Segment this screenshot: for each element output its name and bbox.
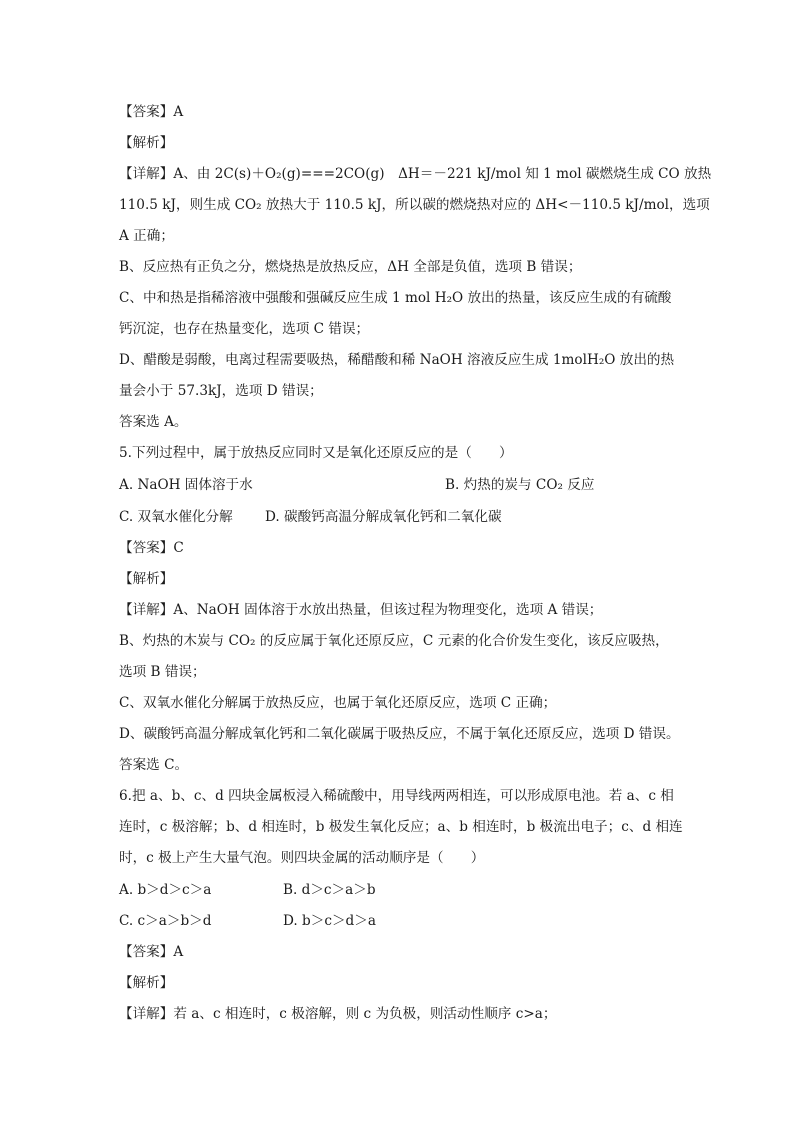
detail-line: B、反应热有正负之分，燃烧热是放热反应，ΔH 全部是负值，选项 B 错误； [119,259,582,275]
q6-option-b: B. d＞c＞a＞b [283,882,376,898]
detail-line: D、碳酸钙高温分解成氧化钙和二氧化碳属于吸热反应，不属于氧化还原反应，选项 D 错误。 [119,726,680,742]
detail-line: 【详解】若 a、c 相连时，c 极溶解，则 c 为负极，则活动性顺序 c>a； [119,1006,557,1022]
q5-option-b: B. 灼热的炭与 CO₂ 反应 [445,477,595,493]
detail-line: B、灼热的木炭与 CO₂ 的反应属于氧化还原反应，C 元素的化合价发生变化，该反应吸热， [119,633,669,649]
analysis-label-q4: 【解析】 [119,135,174,151]
detail-line: 量会小于 57.3kJ，选项 D 错误； [119,383,323,399]
detail-line: 110.5 kJ，则生成 CO₂ 放热大于 110.5 kJ，所以碳的燃烧热对应的 ΔH<－110.5 kJ/mol，选项 [119,197,710,213]
detail-line: 钙沉淀，也存在热量变化，选项 C 错误； [119,321,370,337]
answer-choice-q5: 答案选 C。 [119,757,189,773]
answer-label-q5: 【答案】C [119,540,184,556]
q6-option-c: C. c＞a＞b＞d [119,913,212,929]
question-5-stem: 5.下列过程中，属于放热反应同时又是氧化还原反应的是（ ） [119,445,513,461]
question-6-stem: 时，c 极上产生大量气泡。则四块金属的活动顺序是（ ） [119,850,485,866]
detail-line: 【详解】A、由 2C(s)＋O₂(g)===2CO(g) ΔH＝－221 kJ/mol 知 1 mol 碳燃烧生成 CO 放热 [119,166,712,182]
q6-option-a: A. b＞d＞c＞a [119,882,212,898]
answer-label-q4: 【答案】A [119,104,184,120]
analysis-label-q5: 【解析】 [119,571,174,587]
q5-option-a: A. NaOH 固体溶于水 [119,477,253,493]
detail-line: A 正确； [119,228,174,244]
detail-line: D、醋酸是弱酸，电离过程需要吸热，稀醋酸和稀 NaOH 溶液反应生成 1molH₂O 放出的热 [119,352,675,368]
detail-line: C、中和热是指稀溶液中强酸和强碱反应生成 1 mol H₂O 放出的热量，该反应生成的有硫酸 [119,290,672,306]
q5-option-d: D. 碳酸钙高温分解成氧化钙和二氧化碳 [265,509,502,525]
detail-line: 【详解】A、NaOH 固体溶于水放出热量，但该过程为物理变化，选项 A 错误； [119,602,603,618]
question-6-stem: 6.把 a、b、c、d 四块金属板浸入稀硫酸中，用导线两两相连，可以形成原电池。若 a、c 相 [119,788,674,804]
detail-line: 选项 B 错误； [119,664,206,680]
answer-label-q6: 【答案】A [119,944,184,960]
q5-option-c: C. 双氧水催化分解 [119,509,233,525]
analysis-label-q6: 【解析】 [119,975,174,991]
answer-choice-q4: 答案选 A。 [119,414,188,430]
question-6-stem: 连时，c 极溶解；b、d 相连时，b 极发生氧化反应；a、b 相连时，b 极流出电子；c、d 相连 [119,819,683,835]
q6-option-d: D. b＞c＞d＞a [283,913,376,929]
detail-line: C、双氧水催化分解属于放热反应，也属于氧化还原反应，选项 C 正确； [119,695,557,711]
